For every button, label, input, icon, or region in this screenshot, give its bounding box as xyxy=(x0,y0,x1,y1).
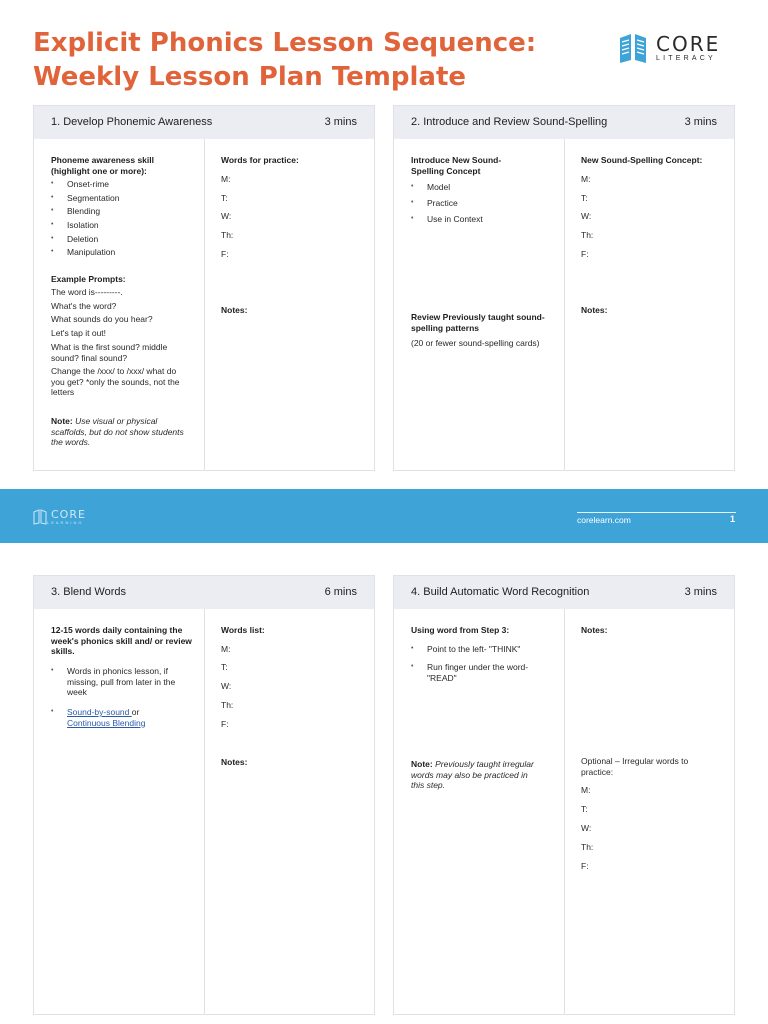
footer-rule xyxy=(577,512,736,513)
day-label-m: M: xyxy=(581,785,591,795)
panel-title: 4. Build Automatic Word Recognition xyxy=(411,586,590,598)
panel-header xyxy=(394,576,734,609)
review-heading: Review Previously taught sound-spelling patterns xyxy=(411,312,545,333)
continuous-blending-link[interactable]: Continuous Blending xyxy=(67,717,146,728)
day-label-f: F: xyxy=(581,861,589,871)
day-label-m: M: xyxy=(221,644,231,654)
prompt-item: The word is---------. xyxy=(51,287,123,297)
blend-heading: 12-15 words daily containing the week's phonics skill and/ or review skills. xyxy=(51,625,192,657)
intro-heading: Introduce New Sound-Spelling Concept xyxy=(411,155,502,176)
day-label-w: W: xyxy=(581,211,592,221)
book-logo-icon xyxy=(33,509,47,525)
notes-heading: Notes: xyxy=(221,757,248,767)
column-divider xyxy=(204,139,205,470)
book-logo-icon xyxy=(618,32,648,64)
day-label-t: T: xyxy=(581,193,588,203)
panel-time: 3 mins xyxy=(684,586,717,598)
panel-title: 3. Blend Words xyxy=(51,586,127,598)
note xyxy=(51,416,191,448)
page-title-line-2: Weekly Lesson Plan Template xyxy=(33,62,467,92)
panel-time: 3 mins xyxy=(324,116,357,128)
notes-heading: Notes: xyxy=(221,305,248,315)
note-label: Note: xyxy=(411,759,433,769)
blend-link-item xyxy=(67,707,192,728)
panel-header xyxy=(394,106,734,139)
panel-word-recognition xyxy=(393,575,735,1015)
intro-item: • Model xyxy=(427,182,450,193)
footer-logo-subword: LEARNING xyxy=(47,520,84,525)
notes-heading: Notes: xyxy=(581,305,608,315)
recognition-item: • Run finger under the word- "READ" xyxy=(427,662,537,683)
day-label-th: Th: xyxy=(581,842,594,852)
day-label-w: W: xyxy=(221,681,232,691)
footer-url[interactable]: corelearn.com xyxy=(577,515,631,525)
panel-header xyxy=(34,576,374,609)
day-label-m: M: xyxy=(221,174,231,184)
skill-item: • Deletion xyxy=(67,234,98,245)
page-number: 1 xyxy=(730,514,736,524)
panel-time: 6 mins xyxy=(324,586,357,598)
day-label-t: T: xyxy=(221,193,228,203)
day-label-th: Th: xyxy=(581,230,594,240)
skill-item: • Onset-rime xyxy=(67,179,109,190)
skill-item: • Blending xyxy=(67,206,100,217)
notes-heading: Notes: xyxy=(581,625,608,635)
day-label-f: F: xyxy=(221,249,229,259)
day-label-f: F: xyxy=(581,249,589,259)
note-text: Use visual or physical scaffolds, but do not show students the words. xyxy=(51,416,184,448)
day-label-m: M: xyxy=(581,174,591,184)
logo-subword: LITERACY xyxy=(656,55,716,62)
prompt-item: Let's tap it out! xyxy=(51,328,107,338)
optional-heading: Optional – Irregular words to practice: xyxy=(581,756,689,777)
recognition-heading: Using word from Step 3: xyxy=(411,625,510,635)
core-literacy-logo xyxy=(618,32,720,64)
prompt-item: What is the first sound? middle sound? final sound? xyxy=(51,342,168,363)
recognition-item: • Point to the left- "THINK" xyxy=(427,644,552,655)
panel-title: 1. Develop Phonemic Awareness xyxy=(51,116,213,128)
prompt-item: Change the /xxx/ to /xxx/ what do you get? *only the sounds, not the letters xyxy=(51,366,180,398)
day-label-w: W: xyxy=(221,211,232,221)
note-label: Note: xyxy=(51,416,73,426)
skill-item: • Isolation xyxy=(67,220,99,231)
day-label-th: Th: xyxy=(221,230,234,240)
sound-by-sound-link[interactable]: Sound-by-sound xyxy=(67,707,132,717)
note-text: Previously taught irregular words may also be practiced in this step. xyxy=(411,759,534,791)
skill-heading: Phoneme awareness skill (highlight one or more): xyxy=(51,155,154,176)
panel-title: 2. Introduce and Review Sound-Spelling xyxy=(411,116,608,128)
link-or: or xyxy=(131,707,140,717)
panel-phonemic-awareness xyxy=(33,105,375,471)
prompt-item: What sounds do you hear? xyxy=(51,314,153,324)
logo-word: CORE xyxy=(656,32,721,56)
day-label-t: T: xyxy=(221,662,228,672)
page-title-line-1: Explicit Phonics Lesson Sequence: xyxy=(33,28,537,58)
day-label-th: Th: xyxy=(221,700,234,710)
column-divider xyxy=(564,139,565,470)
panel-header xyxy=(34,106,374,139)
skill-item: • Segmentation xyxy=(67,193,119,204)
intro-item: • Use in Context xyxy=(427,214,483,225)
blend-item: • Words in phonics lesson, if missing, pull from later in the week xyxy=(67,666,192,698)
review-text: (20 or fewer sound-spelling cards) xyxy=(411,338,540,348)
concept-heading: New Sound-Spelling Concept: xyxy=(581,155,703,165)
words-heading: Words for practice: xyxy=(221,155,299,165)
panel-blend-words xyxy=(33,575,375,1015)
panel-time: 3 mins xyxy=(684,116,717,128)
footer-logo-word: CORE xyxy=(51,508,86,521)
prompt-item: What's the word? xyxy=(51,301,117,311)
words-heading: Words list: xyxy=(221,625,265,635)
panel-sound-spelling xyxy=(393,105,735,471)
footer-logo xyxy=(33,509,86,525)
page-footer xyxy=(0,489,768,543)
day-label-w: W: xyxy=(581,823,592,833)
note xyxy=(411,759,541,791)
day-label-t: T: xyxy=(581,804,588,814)
column-divider xyxy=(564,609,565,1014)
skill-item: • Manipulation xyxy=(67,247,115,258)
intro-item: • Practice xyxy=(427,198,458,209)
column-divider xyxy=(204,609,205,1014)
day-label-f: F: xyxy=(221,719,229,729)
prompts-heading: Example Prompts: xyxy=(51,274,126,284)
